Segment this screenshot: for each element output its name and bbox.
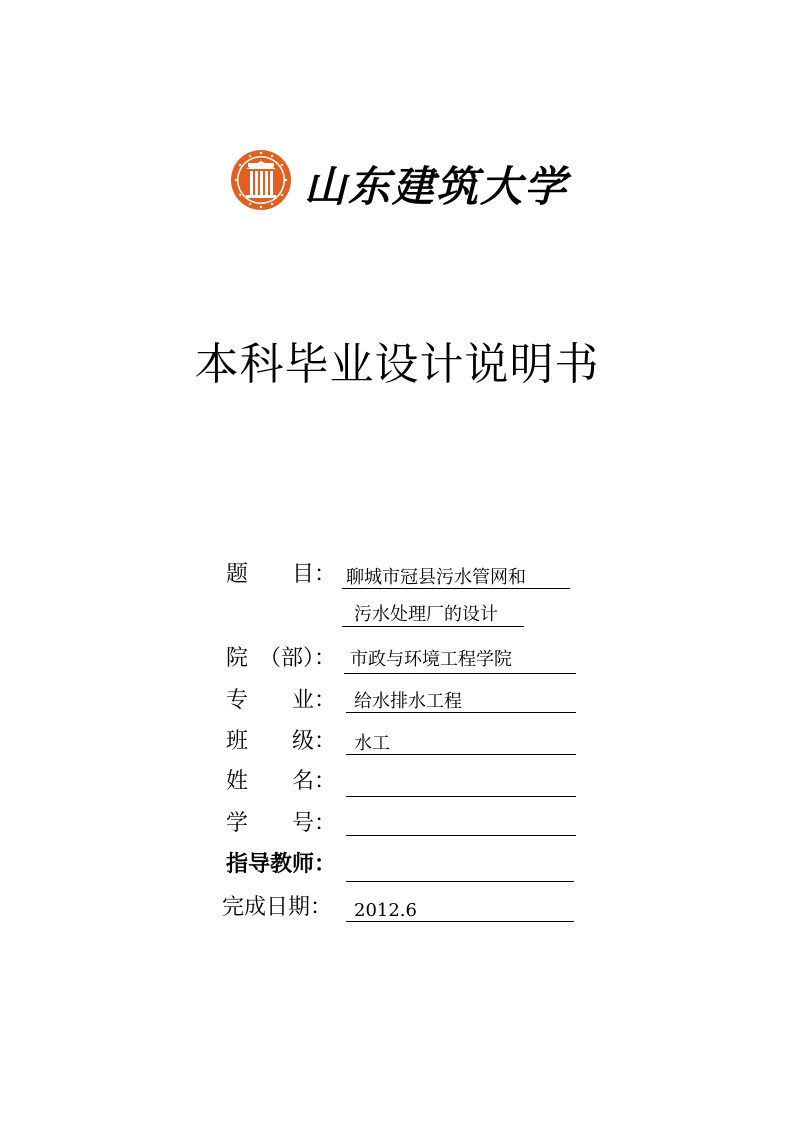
- class-underline: [346, 754, 576, 755]
- university-seal-icon: [230, 149, 292, 211]
- field-date: [222, 893, 582, 933]
- major-underline: [346, 712, 576, 713]
- date-label: 完成日期：: [222, 895, 333, 920]
- major-value: 给水排水工程: [354, 691, 462, 712]
- topic-underline-1: [342, 588, 570, 589]
- student-id-underline: [346, 835, 576, 836]
- class-label: 班 级：: [226, 729, 337, 754]
- topic-value-line2: 污水处理厂的设计: [354, 604, 498, 625]
- date-value: 2012.6: [354, 900, 417, 921]
- name-underline: [346, 796, 576, 797]
- university-name: 山东建筑大学: [304, 162, 569, 211]
- field-name: [226, 767, 586, 807]
- topic-underline-2: [342, 626, 524, 627]
- field-class: [226, 727, 586, 767]
- department-underline: [344, 673, 576, 674]
- department-value: 市政与环境工程学院: [350, 649, 512, 670]
- university-logo: [228, 148, 588, 214]
- document-title: 本科毕业设计说明书: [194, 339, 600, 390]
- advisor-underline: [346, 881, 574, 882]
- name-label: 姓 名：: [226, 769, 337, 794]
- student-id-label: 学 号：: [226, 811, 337, 836]
- field-advisor: [226, 849, 586, 889]
- major-label: 专 业：: [226, 688, 337, 713]
- field-major: [226, 686, 586, 726]
- topic-value-line1: 聊城市冠县污水管网和: [346, 567, 526, 588]
- topic-label: 题 目：: [226, 562, 337, 587]
- class-value: 水工: [354, 733, 390, 754]
- date-underline: [346, 921, 574, 922]
- advisor-label: 指导教师：: [226, 851, 337, 877]
- field-topic: [226, 560, 586, 636]
- field-department: [226, 644, 586, 684]
- department-label: 院 （部）：: [226, 646, 337, 671]
- field-student-id: [226, 809, 586, 849]
